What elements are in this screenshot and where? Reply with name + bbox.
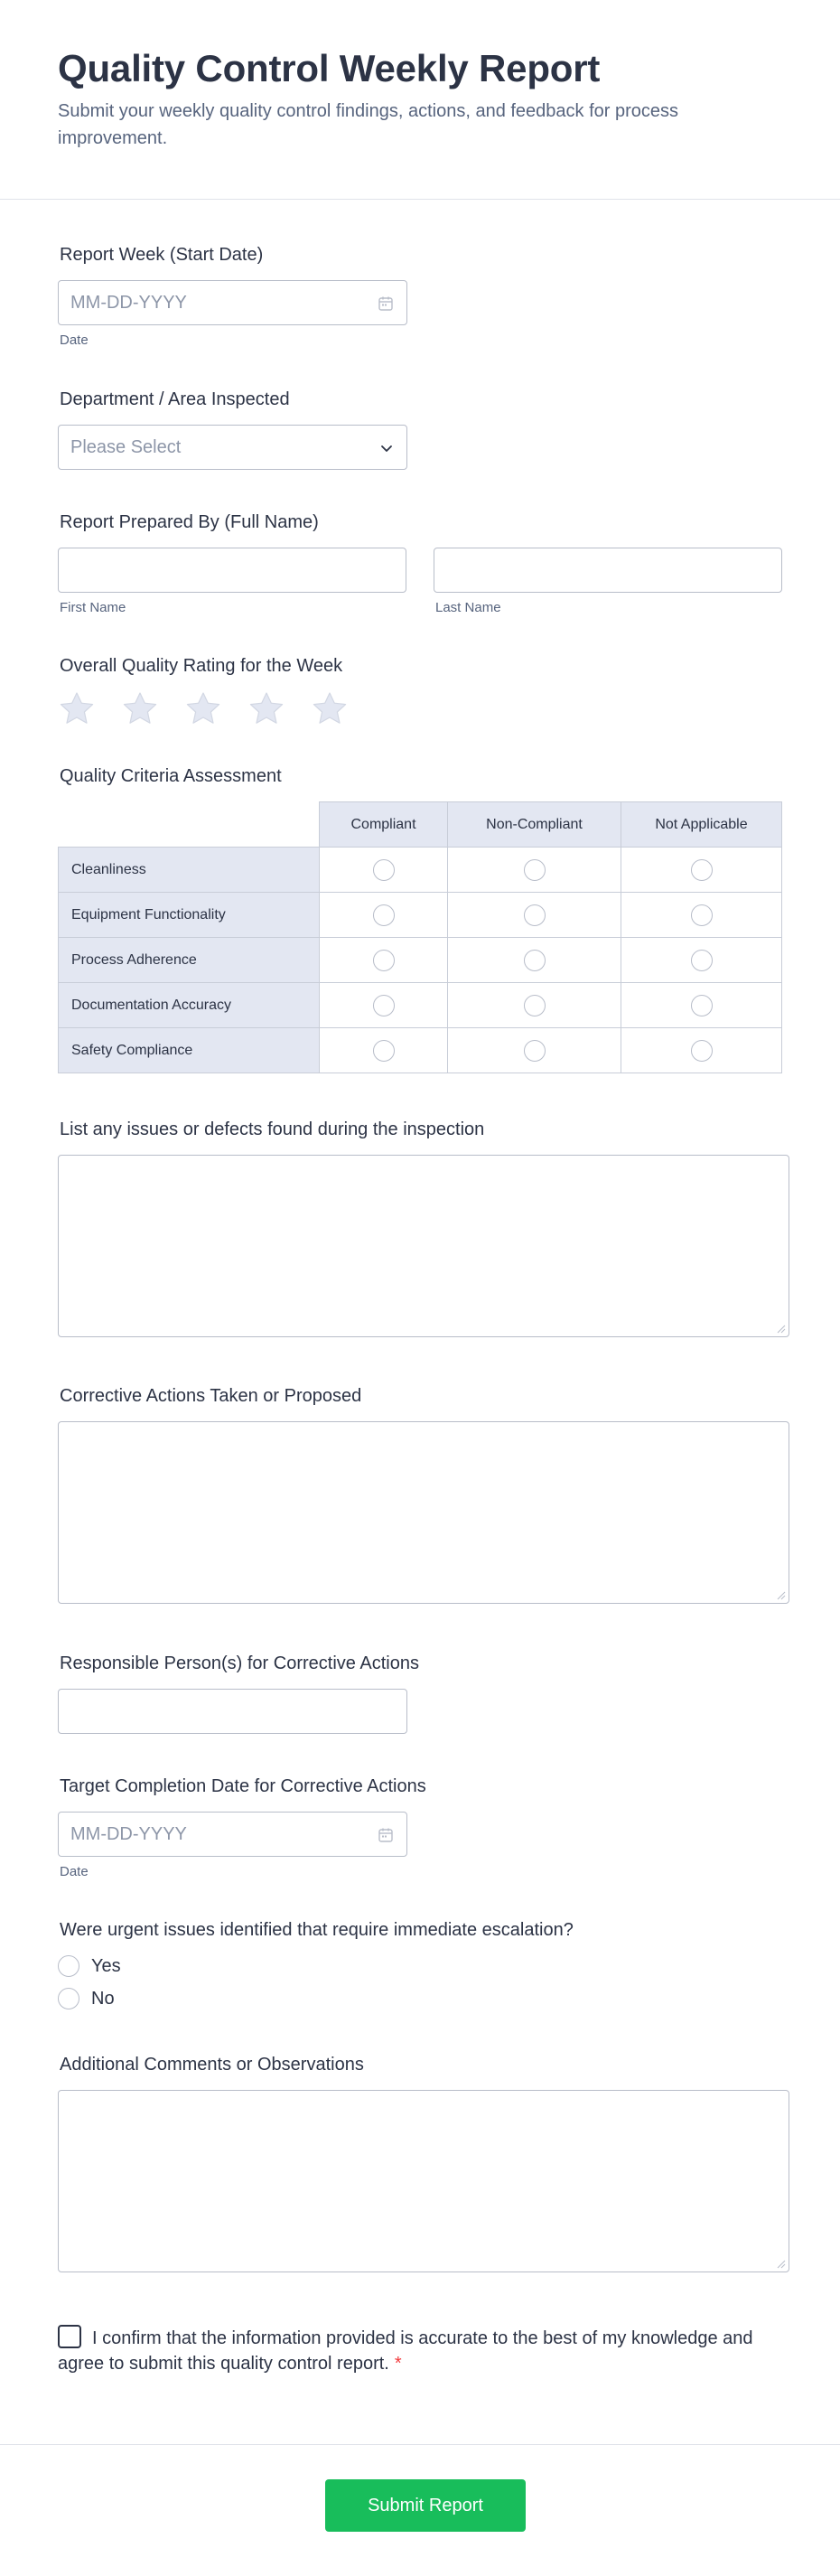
confirm-field	[58, 2325, 782, 2376]
matrix-cell	[448, 1028, 621, 1073]
star-icon[interactable]	[59, 691, 95, 726]
matrix-cell	[320, 848, 448, 893]
report-week-placeholder: MM-DD-YYYY	[70, 293, 187, 313]
matrix-row-label: Safety Compliance	[59, 1028, 320, 1073]
department-select[interactable]	[58, 425, 407, 470]
matrix-radio[interactable]	[524, 995, 546, 1016]
confirm-checkbox[interactable]	[58, 2325, 81, 2348]
report-week-field	[58, 242, 782, 348]
star-icon[interactable]	[312, 691, 348, 726]
report-week-label: Report Week (Start Date)	[60, 245, 264, 265]
confirm-text: I confirm that the information provided is accurate to the best of my knowledge and agree to submit this quality control report.	[58, 2328, 753, 2374]
matrix-col-not-applicable: Not Applicable	[621, 802, 782, 848]
matrix-row	[59, 1028, 782, 1073]
calendar-icon[interactable]	[378, 295, 394, 312]
last-name-input[interactable]	[434, 548, 782, 593]
matrix-row-label: Process Adherence	[59, 938, 320, 983]
urgent-yes-radio[interactable]	[58, 1955, 79, 1977]
matrix-radio[interactable]	[373, 1040, 395, 1062]
prepared-by-field	[58, 510, 782, 615]
matrix-cell	[621, 848, 782, 893]
matrix-radio[interactable]	[524, 904, 546, 926]
matrix-cell	[320, 938, 448, 983]
target-date-label: Target Completion Date for Corrective Actions	[60, 1776, 426, 1796]
matrix-cell	[320, 983, 448, 1028]
urgent-option-no[interactable]	[58, 1988, 782, 2009]
matrix-radio[interactable]	[373, 995, 395, 1016]
matrix-row	[59, 938, 782, 983]
first-name-group	[58, 548, 406, 615]
matrix-radio[interactable]	[691, 995, 713, 1016]
report-week-input[interactable]	[58, 280, 407, 325]
urgent-no-radio[interactable]	[58, 1988, 79, 2009]
page-subtitle: Submit your weekly quality control findings, actions, and feedback for process improvement.	[58, 101, 679, 148]
issues-label: List any issues or defects found during the inspection	[60, 1119, 485, 1139]
matrix-row	[59, 983, 782, 1028]
first-name-sublabel: First Name	[60, 600, 126, 615]
matrix-cell	[448, 938, 621, 983]
matrix-radio[interactable]	[373, 904, 395, 926]
rating-label: Overall Quality Rating for the Week	[60, 656, 343, 676]
quality-matrix-field	[58, 763, 782, 1073]
matrix-header-row	[59, 802, 782, 848]
matrix-radio[interactable]	[524, 950, 546, 971]
corrective-actions-textarea[interactable]	[58, 1421, 789, 1604]
rating-field	[58, 653, 782, 726]
form-body	[0, 242, 840, 2376]
matrix-cell	[448, 983, 621, 1028]
matrix-cell	[448, 848, 621, 893]
star-icon[interactable]	[248, 691, 285, 726]
matrix-corner	[59, 802, 320, 848]
corrective-actions-label: Corrective Actions Taken or Proposed	[60, 1386, 362, 1406]
submit-button[interactable]: Submit Report	[325, 2479, 526, 2532]
quality-matrix	[58, 801, 782, 1073]
star-rating	[58, 691, 782, 726]
matrix-row	[59, 848, 782, 893]
matrix-radio[interactable]	[524, 859, 546, 881]
target-date-field	[58, 1774, 782, 1879]
department-field	[58, 387, 782, 470]
comments-label: Additional Comments or Observations	[60, 2055, 364, 2075]
report-week-sublabel: Date	[60, 333, 89, 348]
matrix-row-label: Equipment Functionality	[59, 893, 320, 938]
matrix-cell	[320, 1028, 448, 1073]
urgent-issues-field	[58, 1917, 782, 2009]
chevron-down-icon	[378, 439, 396, 457]
matrix-radio[interactable]	[373, 859, 395, 881]
matrix-cell	[621, 938, 782, 983]
urgent-option-yes[interactable]	[58, 1955, 782, 1977]
matrix-radio[interactable]	[691, 859, 713, 881]
matrix-radio[interactable]	[691, 904, 713, 926]
matrix-radio[interactable]	[691, 950, 713, 971]
department-selected-value: Please Select	[70, 437, 182, 457]
comments-field	[58, 2052, 782, 2272]
name-row	[58, 548, 782, 615]
page-title: Quality Control Weekly Report	[58, 47, 601, 89]
matrix-cell	[621, 1028, 782, 1073]
star-icon[interactable]	[185, 691, 221, 726]
resize-handle-icon[interactable]	[775, 1589, 786, 1600]
form-header	[0, 0, 840, 200]
star-icon[interactable]	[122, 691, 158, 726]
matrix-row-label: Cleanliness	[59, 848, 320, 893]
matrix-cell	[448, 893, 621, 938]
required-asterisk: *	[394, 2354, 402, 2374]
matrix-cell	[621, 983, 782, 1028]
resize-handle-icon[interactable]	[775, 1323, 786, 1334]
responsible-field	[58, 1651, 782, 1734]
issues-field	[58, 1117, 782, 1337]
department-label: Department / Area Inspected	[60, 389, 290, 409]
matrix-col-non-compliant: Non-Compliant	[448, 802, 621, 848]
comments-textarea[interactable]	[58, 2090, 789, 2272]
matrix-col-compliant: Compliant	[320, 802, 448, 848]
issues-textarea[interactable]	[58, 1155, 789, 1337]
matrix-radio[interactable]	[524, 1040, 546, 1062]
last-name-sublabel: Last Name	[435, 600, 501, 615]
calendar-icon[interactable]	[378, 1827, 394, 1843]
matrix-radio[interactable]	[373, 950, 395, 971]
first-name-input[interactable]	[58, 548, 406, 593]
target-date-input[interactable]	[58, 1812, 407, 1857]
responsible-label: Responsible Person(s) for Corrective Actions	[60, 1653, 419, 1673]
prepared-by-label: Report Prepared By (Full Name)	[60, 512, 319, 532]
urgent-issues-label: Were urgent issues identified that require immediate escalation?	[60, 1920, 574, 1940]
confirm-row	[58, 2325, 771, 2376]
matrix-label: Quality Criteria Assessment	[60, 766, 282, 786]
form-footer	[0, 2444, 840, 2576]
urgent-no-label: No	[91, 1988, 115, 2009]
matrix-row	[59, 893, 782, 938]
responsible-input[interactable]	[58, 1689, 407, 1734]
target-date-placeholder: MM-DD-YYYY	[70, 1824, 187, 1844]
matrix-radio[interactable]	[691, 1040, 713, 1062]
matrix-cell	[320, 893, 448, 938]
matrix-row-label: Documentation Accuracy	[59, 983, 320, 1028]
target-date-sublabel: Date	[60, 1864, 89, 1879]
resize-handle-icon[interactable]	[775, 2258, 786, 2269]
last-name-group	[434, 548, 782, 615]
corrective-actions-field	[58, 1383, 782, 1604]
urgent-yes-label: Yes	[91, 1955, 121, 1976]
matrix-cell	[621, 893, 782, 938]
